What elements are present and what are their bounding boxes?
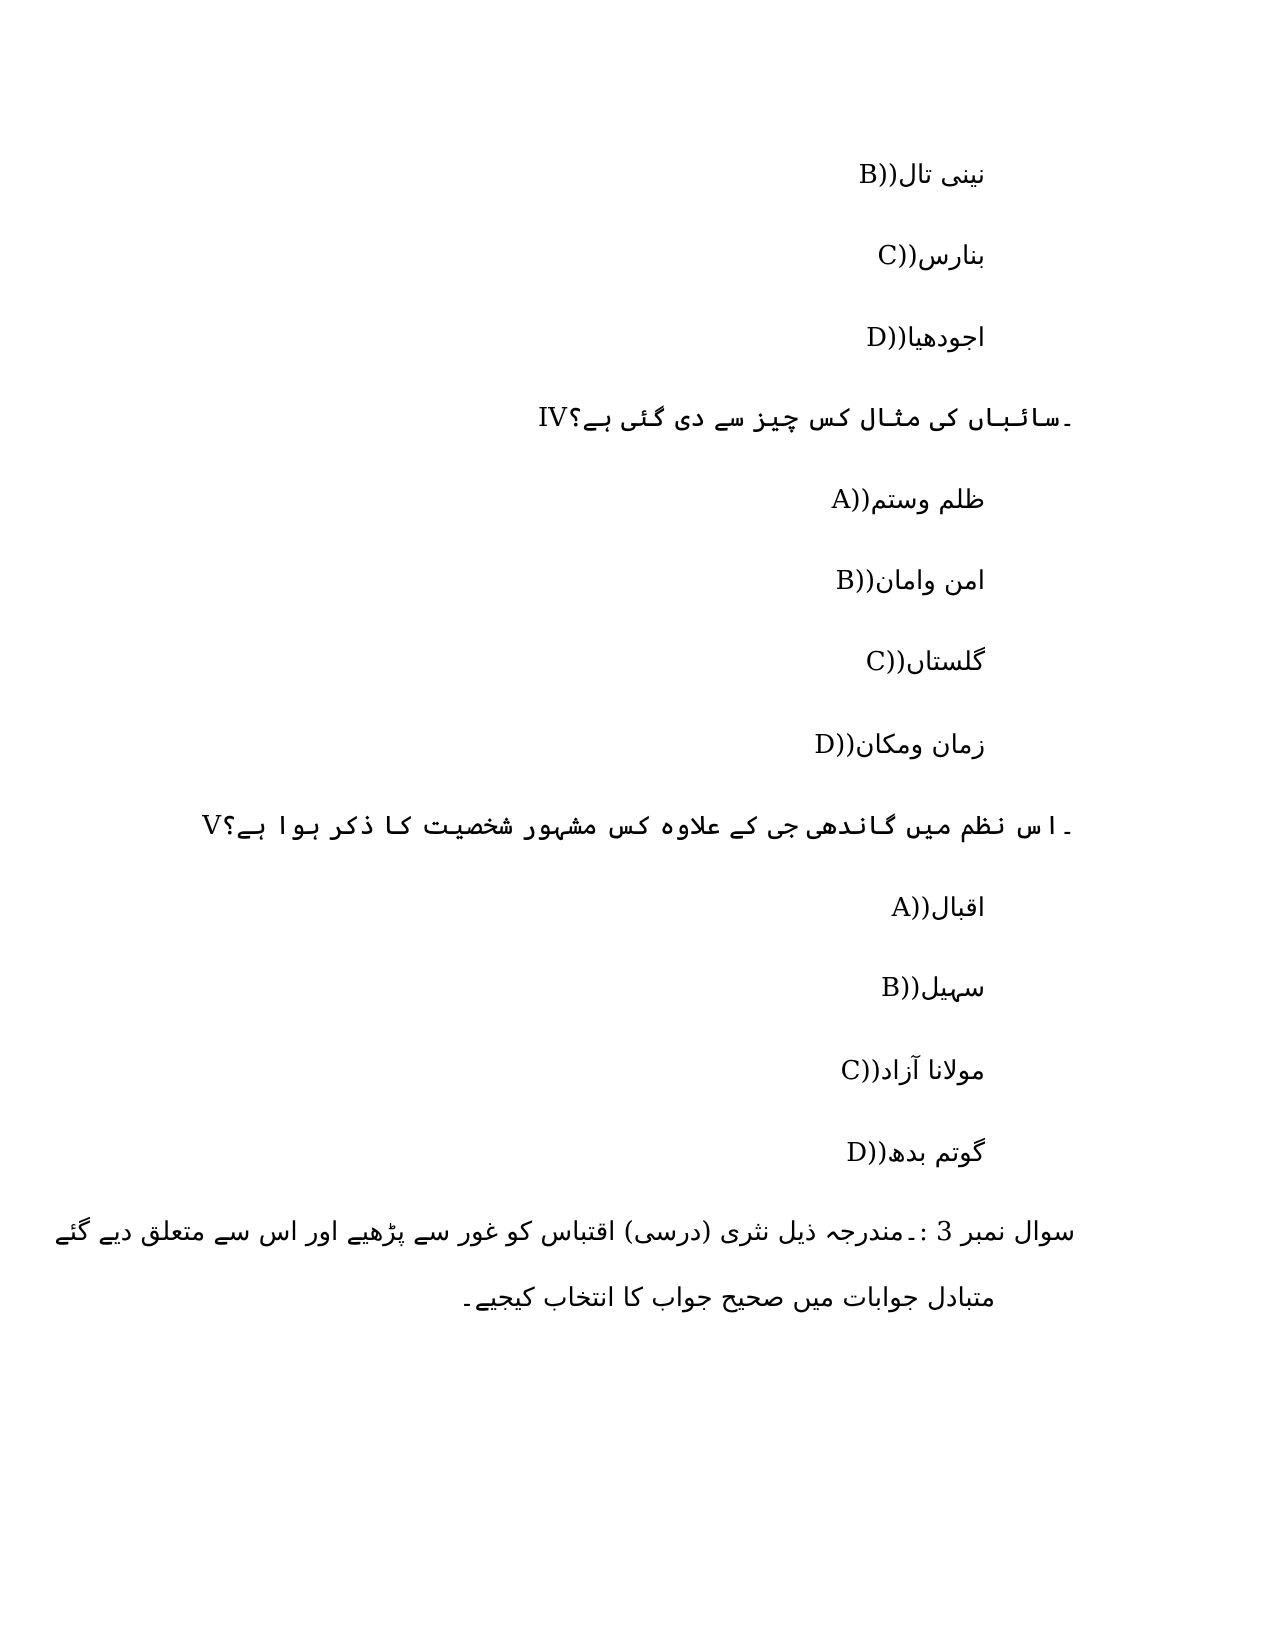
question-3-instruction-line-2: متبادل جوابات میں صحیح جواب کا انتخاب کیجیے۔ (459, 1283, 995, 1313)
option-marker: A)) (891, 893, 931, 923)
question-3-instruction-line-1: سوال نمبر 3 :۔مندرجہ ذیل نثری (درسی) اقتباس کو غور سے پڑھیے اور اس سے متعلق دیے گئے (54, 1217, 1075, 1247)
question-iv: IV۔سائباں کی مثال کس چیز سے دی گئی ہے؟ (538, 403, 1075, 433)
option-c-banaras (878, 238, 986, 274)
option-marker: A)) (831, 485, 871, 515)
option-marker: D)) (814, 730, 856, 760)
option-label: نینی تال (898, 160, 985, 190)
option-b-naini-tal (859, 157, 985, 193)
option-marker: C)) (877, 241, 918, 271)
option-marker: C)) (865, 647, 906, 677)
option-label: اقبال (930, 893, 985, 923)
option-marker: D)) (846, 1138, 888, 1168)
option-marker: D)) (866, 323, 908, 353)
option-label: بنارس (917, 241, 985, 271)
option-label: زمان ومکان (855, 730, 985, 760)
option-label: گوتم بدھ (887, 1138, 985, 1168)
option-d-ayodhya (866, 320, 985, 356)
option-marker: B)) (881, 973, 921, 1003)
question-v-option-c (841, 1053, 985, 1089)
option-label: مولانا آزاد (880, 1056, 985, 1086)
question-iv-option-b (836, 563, 985, 599)
question-iv-option-a (832, 482, 985, 518)
option-label: امن وامان (875, 566, 985, 596)
option-label: گلستاں (905, 647, 985, 677)
question-iv-option-c (866, 644, 985, 680)
question-v-option-d (846, 1135, 985, 1171)
option-marker: C)) (840, 1056, 881, 1086)
question-v-option-a (892, 890, 985, 926)
option-label: ظلم وستم (870, 485, 985, 515)
option-label: اجودھیا (907, 323, 985, 353)
question-v-option-b (881, 970, 985, 1006)
question-iv-option-d (814, 727, 985, 763)
option-marker: B)) (858, 160, 899, 190)
option-marker: B)) (835, 566, 876, 596)
option-label: سہیل (920, 973, 985, 1003)
question-v: V۔اس نظم میں گاندھی جی کے علاوہ کس مشہور شخصیت کا ذکر ہوا ہے؟ (202, 811, 1075, 841)
